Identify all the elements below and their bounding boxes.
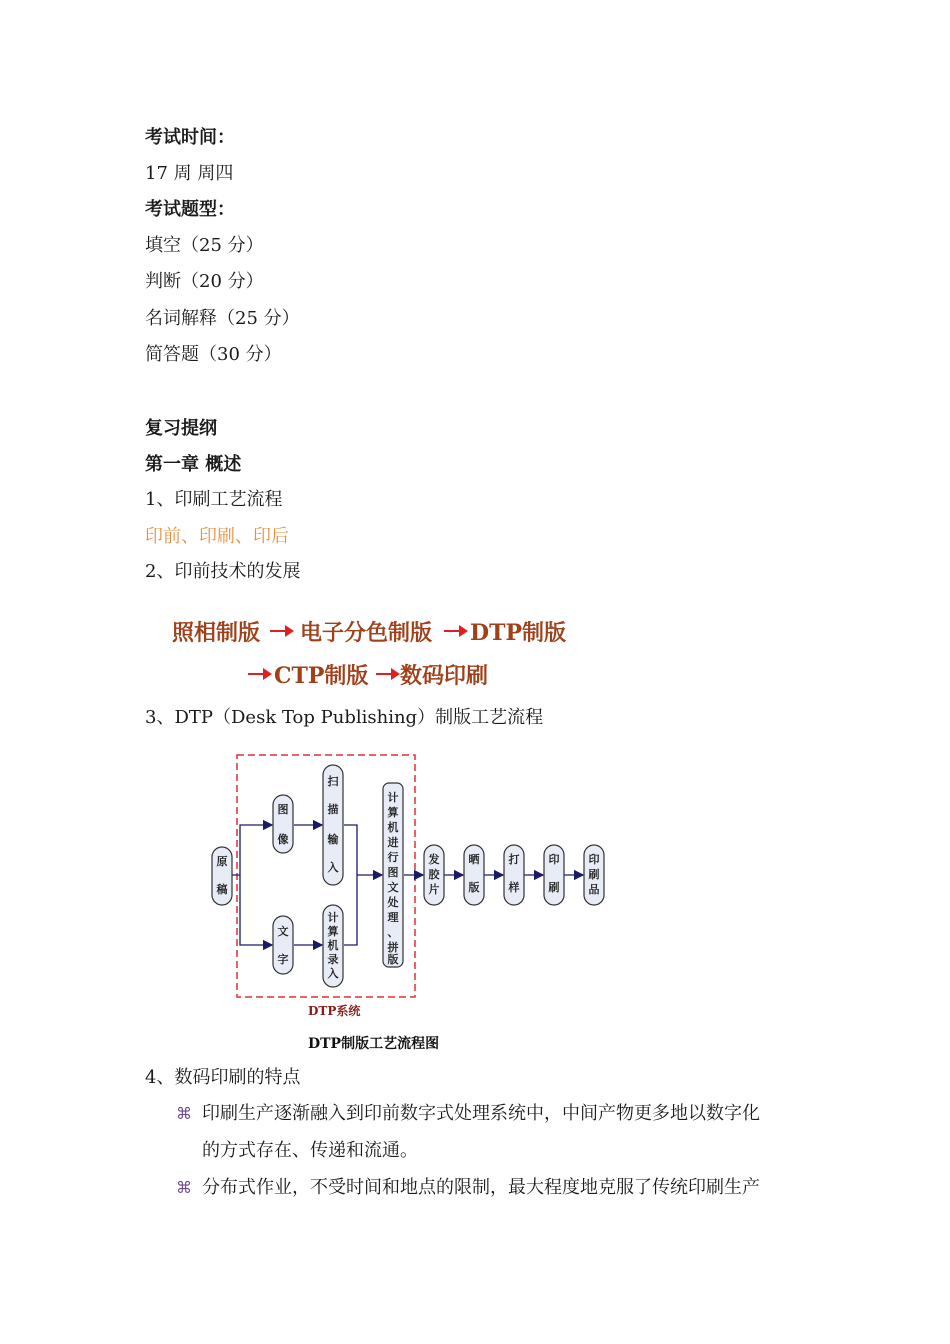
node-image xyxy=(273,795,293,853)
item-2: 2、印前技术的发展 xyxy=(145,561,301,582)
bullet-1-line-2: 的方式存在、传递和流通。 xyxy=(202,1140,418,1161)
node-original-char-1: 原 xyxy=(216,855,228,868)
node-film-char-1: 发 xyxy=(428,853,440,866)
exam-type-terms: 名词解释（25 分） xyxy=(145,308,300,329)
node-process-char-6: 图 xyxy=(387,866,399,879)
dtp-system-label: DTP系统 xyxy=(308,1004,361,1018)
node-typing-char-5: 入 xyxy=(327,967,339,980)
node-plate-char-1: 晒 xyxy=(468,853,480,866)
node-film xyxy=(424,845,444,905)
node-scan-char-2: 描 xyxy=(327,803,339,816)
node-process-char-7: 文 xyxy=(387,881,399,894)
node-original xyxy=(212,847,232,905)
node-text xyxy=(273,916,293,974)
bullet-icon: ⌘ xyxy=(176,1104,192,1123)
node-product xyxy=(584,845,604,905)
node-product-char-1: 印 xyxy=(588,853,600,866)
node-typing-char-2: 算 xyxy=(327,925,339,938)
node-process-char-2: 算 xyxy=(387,806,399,819)
item-4: 4、数码印刷的特点 xyxy=(145,1067,301,1088)
dtp-flow-diagram xyxy=(200,745,620,1055)
node-image-char-1: 图 xyxy=(277,803,289,816)
arrow-icon xyxy=(248,673,264,675)
node-typing-char-3: 机 xyxy=(327,939,339,952)
node-scan-char-1: 扫 xyxy=(327,775,339,788)
node-typing xyxy=(323,905,343,987)
node-proof-char-2: 样 xyxy=(508,881,520,894)
node-original-char-2: 稿 xyxy=(216,883,228,896)
node-process-char-1: 计 xyxy=(387,791,399,804)
node-process-char-10: 、 xyxy=(387,926,399,939)
item-1-answer: 印前、印刷、印后 xyxy=(145,526,289,547)
exam-type-label: 考试题型： xyxy=(145,199,235,220)
evolution-step-4: CTP制版 xyxy=(274,663,369,689)
node-process-char-11: 拼 xyxy=(387,941,399,954)
node-print xyxy=(544,845,564,905)
node-process-char-5: 行 xyxy=(387,851,399,864)
node-plate xyxy=(464,845,484,905)
arrow-icon xyxy=(444,630,460,632)
chapter-title: 第一章 概述 xyxy=(145,454,242,475)
node-film-char-3: 片 xyxy=(428,883,440,896)
node-scan xyxy=(323,765,343,885)
arrow-icon xyxy=(376,673,392,675)
exam-time-label: 考试时间： xyxy=(145,127,235,148)
node-process-char-12: 版 xyxy=(387,953,399,966)
node-text-char-2: 字 xyxy=(277,953,289,966)
bullet-1-line-1: 印刷生产逐渐融入到印前数字式处理系统中，中间产物更多地以数字化 xyxy=(202,1103,760,1124)
node-process-char-8: 处 xyxy=(387,896,399,909)
node-text-char-1: 文 xyxy=(277,925,289,938)
node-film-char-2: 胶 xyxy=(428,868,440,881)
evolution-step-5: 数码印刷 xyxy=(400,663,489,689)
item-3: 3、DTP（Desk Top Publishing）制版工艺流程 xyxy=(145,707,544,728)
evolution-step-2: 电子分色制版 xyxy=(300,620,433,646)
node-process-char-3: 机 xyxy=(387,821,399,834)
diagram-caption: DTP制版工艺流程图 xyxy=(308,1036,440,1052)
outline-title: 复习提纲 xyxy=(145,418,217,439)
node-product-char-2: 刷 xyxy=(588,868,600,881)
node-proof xyxy=(504,845,524,905)
item-1: 1、印刷工艺流程 xyxy=(145,489,283,510)
node-print-char-1: 印 xyxy=(548,853,560,866)
exam-type-judge: 判断（20 分） xyxy=(145,271,264,292)
node-image-char-2: 像 xyxy=(277,833,289,846)
exam-type-short: 简答题（30 分） xyxy=(145,344,282,365)
node-typing-char-1: 计 xyxy=(327,911,339,924)
node-scan-char-4: 入 xyxy=(327,861,339,874)
node-process-char-9: 理 xyxy=(387,911,399,924)
node-process-char-4: 进 xyxy=(387,836,399,849)
node-plate-char-2: 版 xyxy=(468,881,480,894)
exam-time-value: 17 周 周四 xyxy=(145,163,234,184)
exam-type-fill: 填空（25 分） xyxy=(145,235,264,256)
arrow-icon xyxy=(270,630,286,632)
node-typing-char-4: 录 xyxy=(327,953,339,966)
node-scan-char-3: 输 xyxy=(327,833,339,846)
evolution-step-3: DTP制版 xyxy=(470,620,566,646)
node-proof-char-1: 打 xyxy=(508,853,520,866)
node-product-char-3: 品 xyxy=(588,883,600,896)
node-process xyxy=(383,783,403,967)
bullet-icon: ⌘ xyxy=(176,1178,192,1197)
evolution-step-1: 照相制版 xyxy=(172,620,261,646)
node-print-char-2: 刷 xyxy=(548,881,560,894)
bullet-2-line-1: 分布式作业，不受时间和地点的限制，最大程度地克服了传统印刷生产 xyxy=(202,1177,760,1198)
